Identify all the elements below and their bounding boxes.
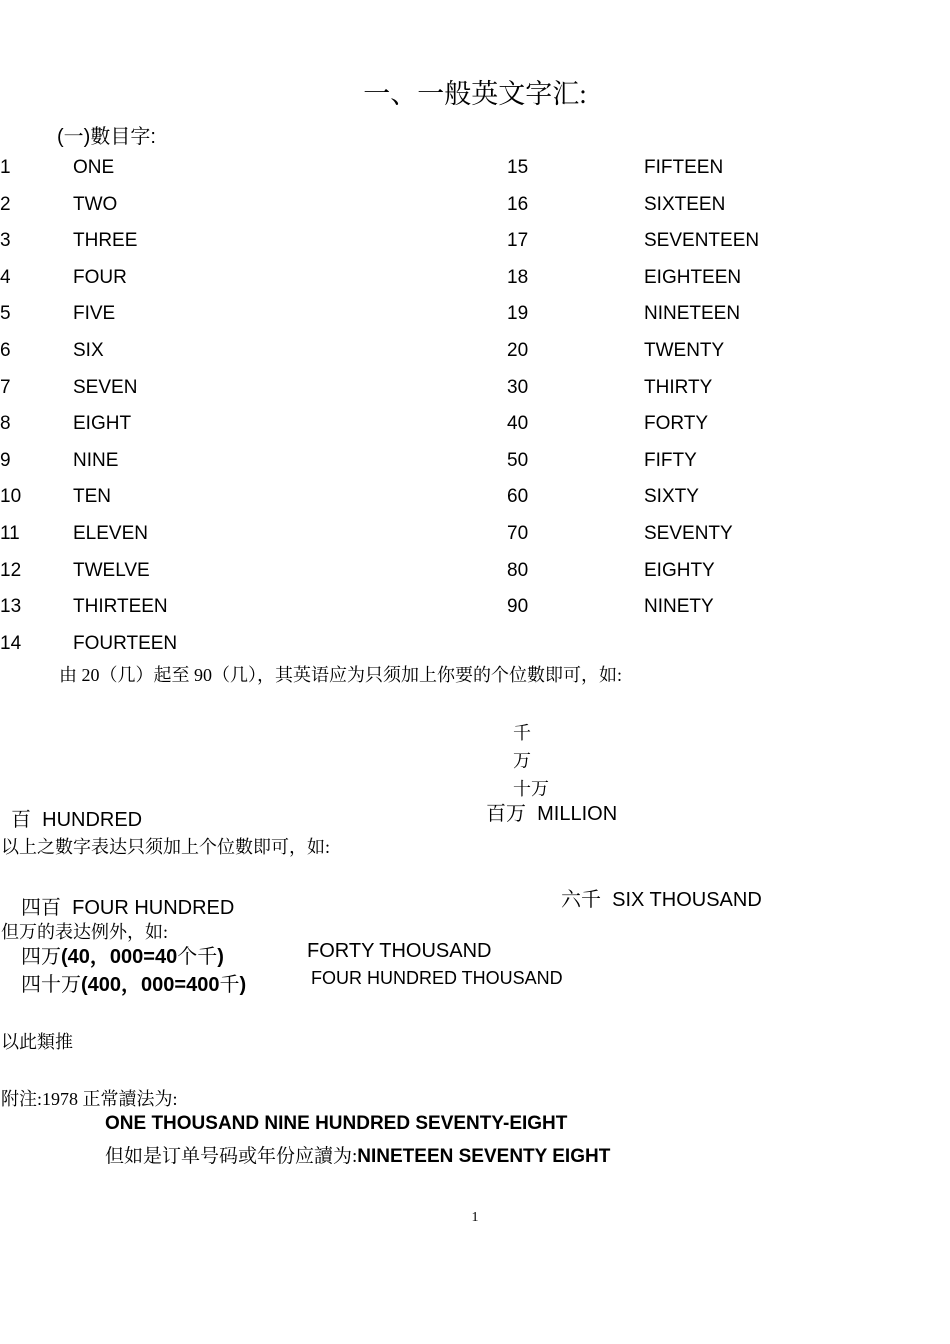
- unit-million: 百万 MILLION: [486, 803, 618, 825]
- number-word: ELEVEN: [73, 523, 148, 544]
- number-word: NINETY: [644, 596, 714, 618]
- number-digit: 12: [0, 559, 22, 581]
- number-word: FIFTEEN: [644, 157, 724, 178]
- number-word: FIVE: [73, 303, 116, 325]
- number-word: THREE: [73, 230, 138, 252]
- appendix-label: 附注:1978 正常讀法为:: [1, 1089, 178, 1109]
- number-word: NINE: [73, 449, 119, 471]
- number-digit: 14: [0, 632, 22, 654]
- number-word: EIGHTEEN: [644, 266, 742, 288]
- page-number: 1: [471, 1210, 479, 1225]
- number-word: SIX: [73, 340, 104, 361]
- number-digit: 13: [0, 596, 22, 618]
- number-word: NINETEEN: [644, 303, 741, 325]
- number-digit: 11: [0, 523, 20, 544]
- unit-hundred: 百 HUNDRED: [11, 809, 143, 831]
- number-word: EIGHTY: [644, 559, 715, 581]
- number-digit: 50: [507, 449, 529, 471]
- number-word: THIRTEEN: [73, 596, 168, 618]
- number-word: TWELVE: [73, 559, 150, 581]
- wan-example-1: 四万(40，000=40个千): [21, 946, 224, 968]
- number-word: FIFTY: [644, 449, 697, 471]
- number-digit: 15: [507, 157, 529, 178]
- appendix-line-1: ONE THOUSAND NINE HUNDRED SEVENTY-EIGHT: [105, 1113, 568, 1134]
- unit-shiwan: 十万: [513, 779, 549, 799]
- number-digit: 2: [0, 193, 11, 215]
- number-word: SEVENTY: [644, 523, 733, 544]
- number-digit: 6: [0, 340, 11, 361]
- number-digit: 90: [507, 596, 529, 618]
- number-digit: 9: [0, 449, 11, 471]
- example-four-hundred: 四百 FOUR HUNDRED: [21, 897, 235, 919]
- number-digit: 60: [507, 486, 529, 508]
- number-word: TWO: [73, 193, 118, 215]
- wan-example-2: 四十万(400，000=400千): [21, 974, 247, 996]
- number-word: FOURTEEN: [73, 632, 178, 654]
- number-word: THIRTY: [644, 376, 713, 398]
- number-digit: 16: [507, 193, 529, 215]
- note-units: 以上之數字表达只须加上个位數即可，如:: [1, 837, 330, 857]
- note-and-so-on: 以此類推: [1, 1032, 73, 1052]
- number-word: SIXTY: [644, 486, 699, 508]
- example-six-thousand: 六千 SIX THOUSAND: [561, 889, 762, 911]
- number-digit: 4: [0, 266, 11, 288]
- number-digit: 20: [507, 340, 529, 361]
- number-digit: 18: [507, 266, 529, 288]
- unit-wan: 万: [513, 751, 531, 771]
- number-digit: 8: [0, 413, 11, 435]
- unit-qian: 千: [513, 723, 531, 743]
- number-digit: 10: [0, 486, 22, 508]
- number-word: SIXTEEN: [644, 193, 726, 215]
- number-word: SEVENTEEN: [644, 230, 760, 252]
- number-word: ONE: [73, 157, 115, 178]
- number-digit: 17: [507, 230, 529, 252]
- number-digit: 7: [0, 376, 11, 398]
- number-digit: 40: [507, 413, 529, 435]
- wan-example-2-en: FOUR HUNDRED THOUSAND: [311, 968, 563, 988]
- number-digit: 80: [507, 559, 529, 581]
- section-subheading: (一)數目字:: [57, 126, 156, 148]
- number-digit: 3: [0, 230, 11, 252]
- number-word: TEN: [73, 486, 111, 508]
- number-word: SEVEN: [73, 376, 138, 398]
- number-word: TWENTY: [644, 340, 725, 361]
- appendix-line-2: 但如是订单号码或年份应讀为:NINETEEN SEVENTY EIGHT: [105, 1146, 611, 1167]
- note-wan: 但万的表达例外，如:: [1, 922, 169, 942]
- note-tens: 由 20（几）起至 90（几），其英语应为只须加上你要的个位數即可，如:: [59, 665, 622, 685]
- number-word: FORTY: [644, 413, 709, 435]
- page-title: 一、一般英文字汇:: [363, 79, 587, 109]
- number-digit: 19: [507, 303, 529, 325]
- number-digit: 5: [0, 303, 11, 325]
- wan-example-1-en: FORTY THOUSAND: [307, 940, 492, 962]
- number-digit: 1: [0, 157, 11, 178]
- number-word: EIGHT: [73, 413, 132, 435]
- number-digit: 70: [507, 523, 529, 544]
- number-word: FOUR: [73, 266, 127, 288]
- number-digit: 30: [507, 376, 529, 398]
